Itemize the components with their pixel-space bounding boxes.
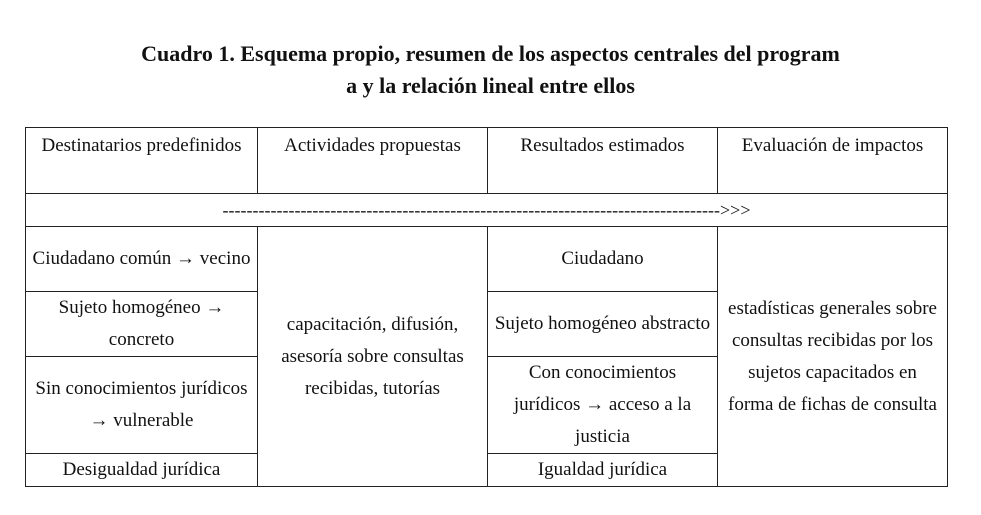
destinatario-cell: Sujeto homogéneo → concreto bbox=[26, 292, 258, 357]
destinatario-cell: Ciudadano común → vecino bbox=[26, 227, 258, 292]
resultado-cell: Con conocimientos jurídicos → acceso a la justicia bbox=[488, 357, 718, 454]
table-title-line-1: Cuadro 1. Esquema propio, resumen de los aspectos centrales del program bbox=[141, 41, 840, 66]
resultado-cell: Sujeto homogéneo abstracto bbox=[488, 292, 718, 357]
table-title-line-2: a y la relación lineal entre ellos bbox=[346, 73, 635, 98]
resultado-cell: Igualdad jurídica bbox=[488, 454, 718, 487]
arrow-row bbox=[26, 194, 948, 227]
header-row bbox=[26, 128, 948, 194]
table-row bbox=[26, 227, 948, 292]
destinatario-cell: Sin conocimientos jurídicos → vulnerable bbox=[26, 357, 258, 454]
header-destinatarios: Destinatarios predefinidos bbox=[26, 128, 258, 194]
program-summary-table bbox=[25, 127, 948, 487]
linear-relation-arrow: ----------------------------------------------------------------------------------->>> bbox=[26, 194, 948, 227]
actividades-cell: capacitación, difusión, asesoría sobre consultas recibidas, tutorías bbox=[258, 227, 488, 487]
header-actividades: Actividades propuestas bbox=[258, 128, 488, 194]
header-evaluacion: Evaluación de impactos bbox=[718, 128, 948, 194]
evaluacion-cell: estadísticas generales sobre consultas recibidas por los sujetos capacitados en forma de fichas de consulta bbox=[718, 227, 948, 487]
header-resultados: Resultados estimados bbox=[488, 128, 718, 194]
destinatario-cell: Desigualdad jurídica bbox=[26, 454, 258, 487]
resultado-cell: Ciudadano bbox=[488, 227, 718, 292]
